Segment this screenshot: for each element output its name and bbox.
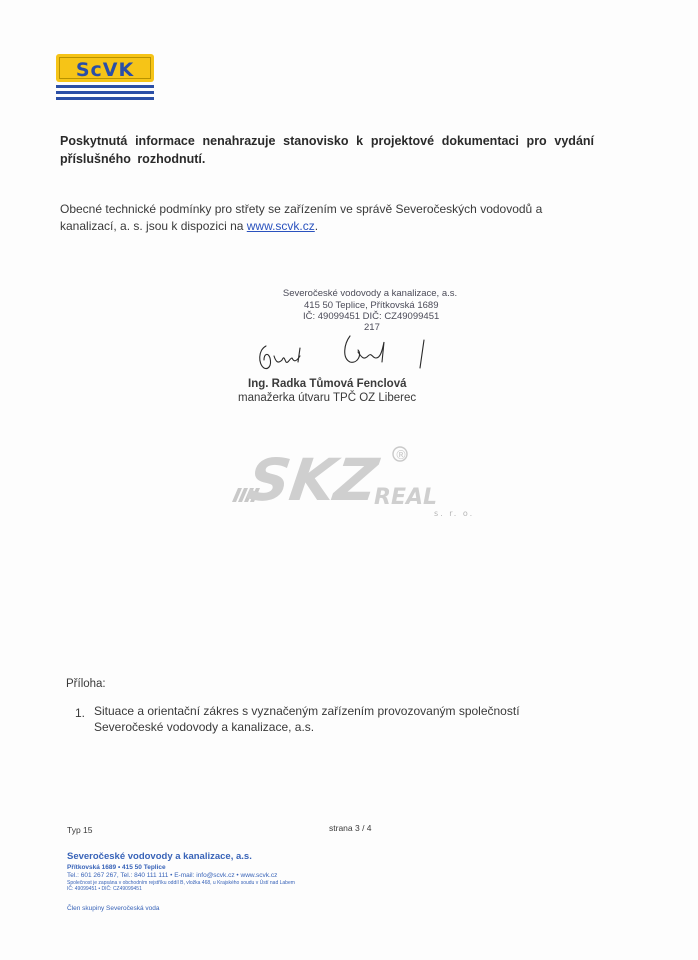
skz-real-watermark [228,440,478,525]
notice-paragraph: Poskytnutá informace nenahrazuje stanovisko k projektové dokumentaci pro vydání příslušného rozhodnutí. [60,134,594,166]
footer-registry [67,880,387,892]
document-type: Typ 15 [67,825,93,835]
stamp-line-address: 415 50 Teplice, Přítkovská 1689 [304,300,439,311]
attachment-number: 1. [75,706,86,720]
page-number: strana 3 / 4 [329,823,372,833]
stamp-line-number: 217 [364,322,380,333]
footer-ids-line: IČ: 49099451 • DIČ: CZ49099451 [67,886,142,892]
logo-stripe [56,97,154,100]
watermark-sub: REAL [374,485,438,510]
logo-badge [56,54,154,82]
logo-stripe [56,91,154,94]
footer-address: Přítkovská 1689 • 415 50 Teplice [67,864,166,871]
scvk-website-link[interactable]: www.scvk.cz [246,219,315,233]
conditions-period: . [314,219,319,233]
watermark-brand: SKZ [243,446,382,514]
logo-frame [59,57,151,79]
footer-registry-line: Společnost je zapsána v obchodním rejstříku oddíl B, vložka 468, u Krajského soudu v Ústí nad Labem [67,880,295,886]
scvk-logo [56,54,154,104]
conditions-text: Obecné technické podmínky pro střety se zařízením ve správě Severočeských vodovodů a kanalizací, a. s. jsou k dispozici na [60,202,543,233]
handwritten-signature [254,328,444,378]
conditions-paragraph [60,201,594,235]
footer-contact: Tel.: 601 267 267, Tel.: 840 111 111 • E-mail: info@scvk.cz • www.scvk.cz [67,872,278,879]
footer-company: Severočeské vodovody a kanalizace, a.s. [67,851,252,862]
watermark-suffix: s. r. o. [434,509,475,518]
attachments-heading: Příloha: [66,678,106,690]
signer-name: Ing. Radka Tůmová Fenclová [248,378,407,390]
stamp-line-ids: IČ: 49099451 DIČ: CZ49099451 [303,311,440,322]
attachment-text: Situace a orientační zákres s vyznačeným zařízením provozovaným společností Severočeské vodovody a kanalizace, a.s. [94,704,520,734]
watermark-registered: ® [395,448,407,462]
logo-text: ScVK [75,59,135,81]
stamp-line-company: Severočeské vodovody a kanalizace, a.s. [282,288,458,299]
logo-stripe [56,85,154,88]
signer-role: manažerka útvaru TPČ OZ Liberec [238,392,417,404]
footer-group: Člen skupiny Severočeská voda [67,905,160,912]
